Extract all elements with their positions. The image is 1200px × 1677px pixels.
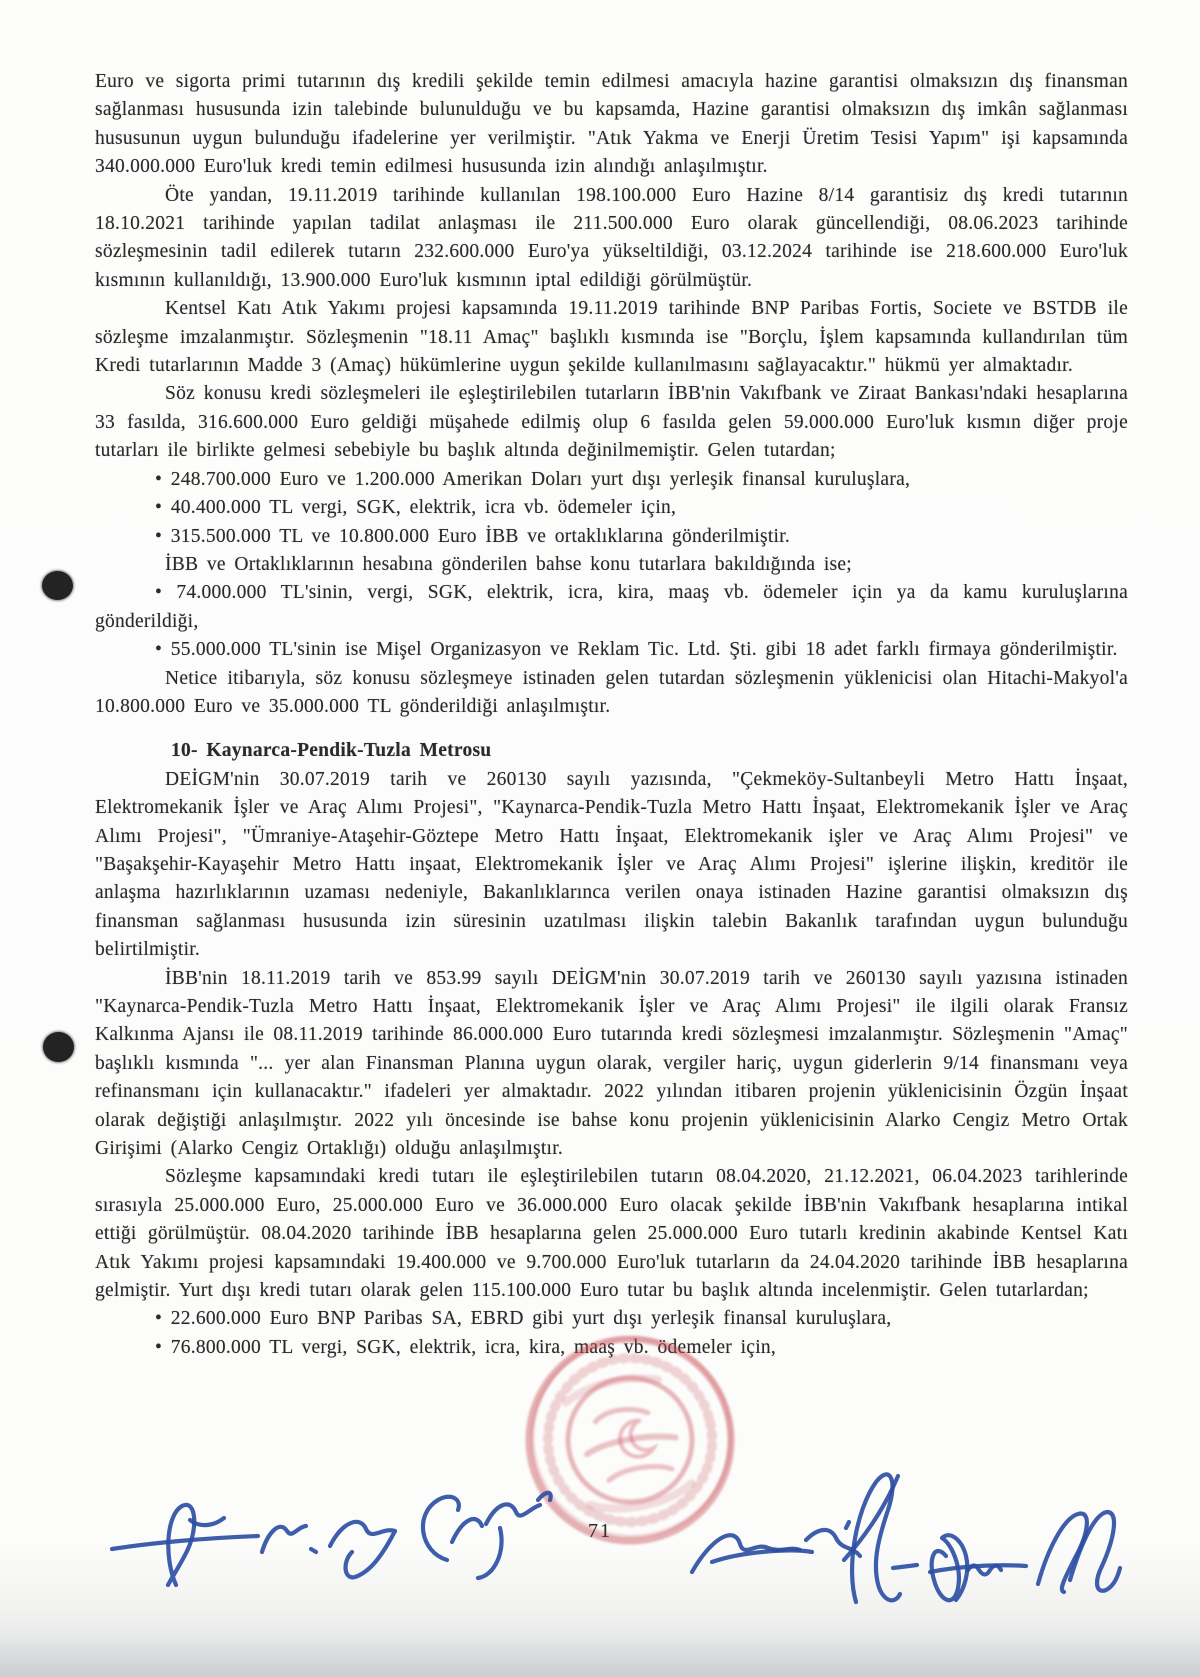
signature-3 [423, 1493, 551, 1578]
list-item: • 22.600.000 Euro BNP Paribas SA, EBRD gibi yurt dışı yerleşik finansal kuruluşlara, [155, 1308, 892, 1330]
page-number: 71 [588, 1520, 612, 1542]
paragraph: Netice itibarıyla, söz konusu sözleşmeye istinaden gelen tutardan sözleşmenin yüklenicisi olan Hitachi-Makyol'a 10.800.000 Euro ve 35.000.000 TL gönderildiği anlaşılmıştır. [95, 667, 1128, 717]
paragraph: Sözleşme kapsamındaki kredi tutarı ile eşleştirilebilen tutarın 08.04.2020, 21.12.2021, 06.04.2023 tarihlerinde sırasıyla 25.000.000 Euro, 25.000.000 Euro ve 36.000.000 Euro olacak şekilde İBB'nin Vakıfbank hesaplarına intikal ettiği görülmüştür. 08.04.2020 tarihinde İBB hesaplarına gelen 25.000.000 Euro tutarlı kredinin akabinde Kentsel Katı Atık Yakımı projesi kapsamındaki 19.400.000 ve 9.700.000 Euro'luk tutarların da 24.04.2020 tarihinde İBB hesaplarına gelmiştir. Yurt dışı kredi tutarı olarak gelen 115.100.000 Euro tutar bu başlık altında incelenmiştir. Gelen tutarlardan; [95, 1166, 1128, 1302]
signature-1 [112, 1505, 258, 1585]
signature-6 [893, 1535, 1026, 1600]
paragraph: Kentsel Katı Atık Yakımı projesi kapsamında 19.11.2019 tarihinde BNP Paribas Fortis, Societe ve BSTDB ile sözleşme imzalanmıştır. Sözleşmenin "18.11 Amaç" başlıklı kısmında ise "Borçlu, İşlem kapsamında kullandırılan tüm Kredi tutarlarının Madde 3 (Amaç) hükümlerine uygun şekilde kullanılmasını sağlayacaktır." hükmü yer almaktadır. [95, 298, 1128, 377]
signature-2 [262, 1522, 395, 1577]
list-item: • 40.400.000 TL vergi, SGK, elektrik, icra vb. ödemeler için, [155, 497, 677, 519]
signature-4 [692, 1522, 860, 1572]
paragraph-continuation: Euro ve sigorta primi tutarının dış kredili şekilde temin edilmesi amacıyla hazine garantisi olmaksızın dış finansman sağlanması hususunda izin talebinde bulunulduğu ve bu kapsamda, Hazine garantisi olmaksızın dış imkân sağlanması hususunun uygun bulunduğu ifadelerine yer verilmiştir. "Atık Yakma ve Enerji Üretim Tesisi Yapım" işi kapsamında 340.000.000 Euro'luk kredi temin edilmesi hususunda izin alındığı anlaşılmıştır. [95, 71, 1128, 178]
signature-7 [1038, 1512, 1120, 1592]
paragraph: Söz konusu kredi sözleşmeleri ile eşleştirilebilen tutarların İBB'nin Vakıfbank ve Ziraat Bankası'ndaki hesaplarına 33 fasılda, 316.600.000 Euro geldiği müşahede edilmiş olup 6 fasılda gelen 59.000.000 Euro'luk kısmın diğer proje tutarları ile birlikte gelmesi sebebiyle bu başlık altında değinilmemiştir. Gelen tutardan; [95, 383, 1128, 462]
list-item: • 315.500.000 TL ve 10.800.000 Euro İBB ve ortaklıklarına gönderilmiştir. [155, 525, 790, 547]
list-item: • 74.000.000 TL'sinin, vergi, SGK, elektrik, icra, kira, maaş vb. ödemeler için ya da kamu kuruluşlarına gönderildiği, [95, 582, 1128, 632]
paragraph: İBB ve Ortaklıklarının hesabına gönderilen bahse konu tutarlara bakıldığında ise; [165, 553, 852, 575]
paragraph: Öte yandan, 19.11.2019 tarihinde kullanılan 198.100.000 Euro Hazine 8/14 garantisiz dış kredi tutarının 18.10.2021 tarihinde yapılan tadilat anlaşması ile 211.500.000 Euro olarak güncellendiği, 08.06.2023 tarihinde sözleşmesinin tadil edilerek tutarın 232.600.000 Euro'ya yükseltildiği, 03.12.2024 tarihinde ise 218.600.000 Euro'luk kısmının kullanıldığı, 13.900.000 Euro'luk kısmının iptal edildiği görülmüştür. [95, 184, 1128, 291]
signature-5 [844, 1474, 900, 1602]
paragraph: İBB'nin 18.11.2019 tarih ve 853.99 sayılı DEİGM'nin 30.07.2019 tarih ve 260130 sayılı yazısına istinaden "Kaynarca-Pendik-Tuzla Metro Hattı İnşaat, Elektromekanik İşler ve Araç Alımı Projesi" ile ilgili olarak Fransız Kalkınma Ajansı ile 08.11.2019 tarihinde 86.000.000 Euro tutarında kredi sözleşmesi imzalanmıştır. Sözleşmenin "Amaç" başlıklı kısmında "... yer alan Finansman Planına uygun olarak, vergiler hariç, uygun giderlerin 9/14 finansmanı veya refinansmanı için kullanacaktır." ifadeleri yer almaktadır. 2022 yılından itibaren projenin yüklenicisinin Özgün İnşaat olarak değiştiği anlaşılmıştır. 2022 yılı öncesinde ise bahse konu projenin yüklenicisinin Alarko Cengiz Metro Ortak Girişimi (Alarko Cengiz Ortaklığı) olduğu anlaşılmıştır. [95, 967, 1128, 1160]
list-item: • 76.800.000 TL vergi, SGK, elektrik, icra, kira, maaş vb. ödemeler için, [155, 1336, 776, 1358]
list-item: • 248.700.000 Euro ve 1.200.000 Amerikan Doları yurt dışı yerleşik finansal kuruluşlara, [155, 468, 911, 490]
section-heading: 10- Kaynarca-Pendik-Tuzla Metrosu [171, 740, 492, 762]
paragraph: DEİGM'nin 30.07.2019 tarih ve 260130 sayılı yazısında, "Çekmeköy-Sultanbeyli Metro Hattı İnşaat, Elektromekanik İşler ve Araç Alımı Projesi", "Kaynarca-Pendik-Tuzla Metro Hattı İnşaat, Elektromekanik İşler ve Araç Alımı Projesi", "Ümraniye-Ataşehir-Göztepe Metro Hattı İnşaat, Elektromekanik işler ve Araç Alımı Projesi" ve "Başakşehir-Kayaşehir Metro Hattı inşaat, Elektromekanik İşler ve Araç Alımı Projesi" işlerine ilişkin, kreditör ile anlaşma hazırlıklarının uzaması nedeniyle, Bakanlıklarınca verilen onaya istinaden Hazine garantisi olmaksızın dış finansman sağlanması hususunda izin süresinin uzatılması ilişkin talebin Bakanlık tarafından uygun bulunduğu belirtilmiştir. [95, 768, 1128, 961]
list-item: • 55.000.000 TL'sinin ise Mişel Organizasyon ve Reklam Tic. Ltd. Şti. gibi 18 adet farklı firmaya gönderilmiştir. [155, 639, 1118, 661]
scan-edge-shadow [0, 1635, 1200, 1677]
